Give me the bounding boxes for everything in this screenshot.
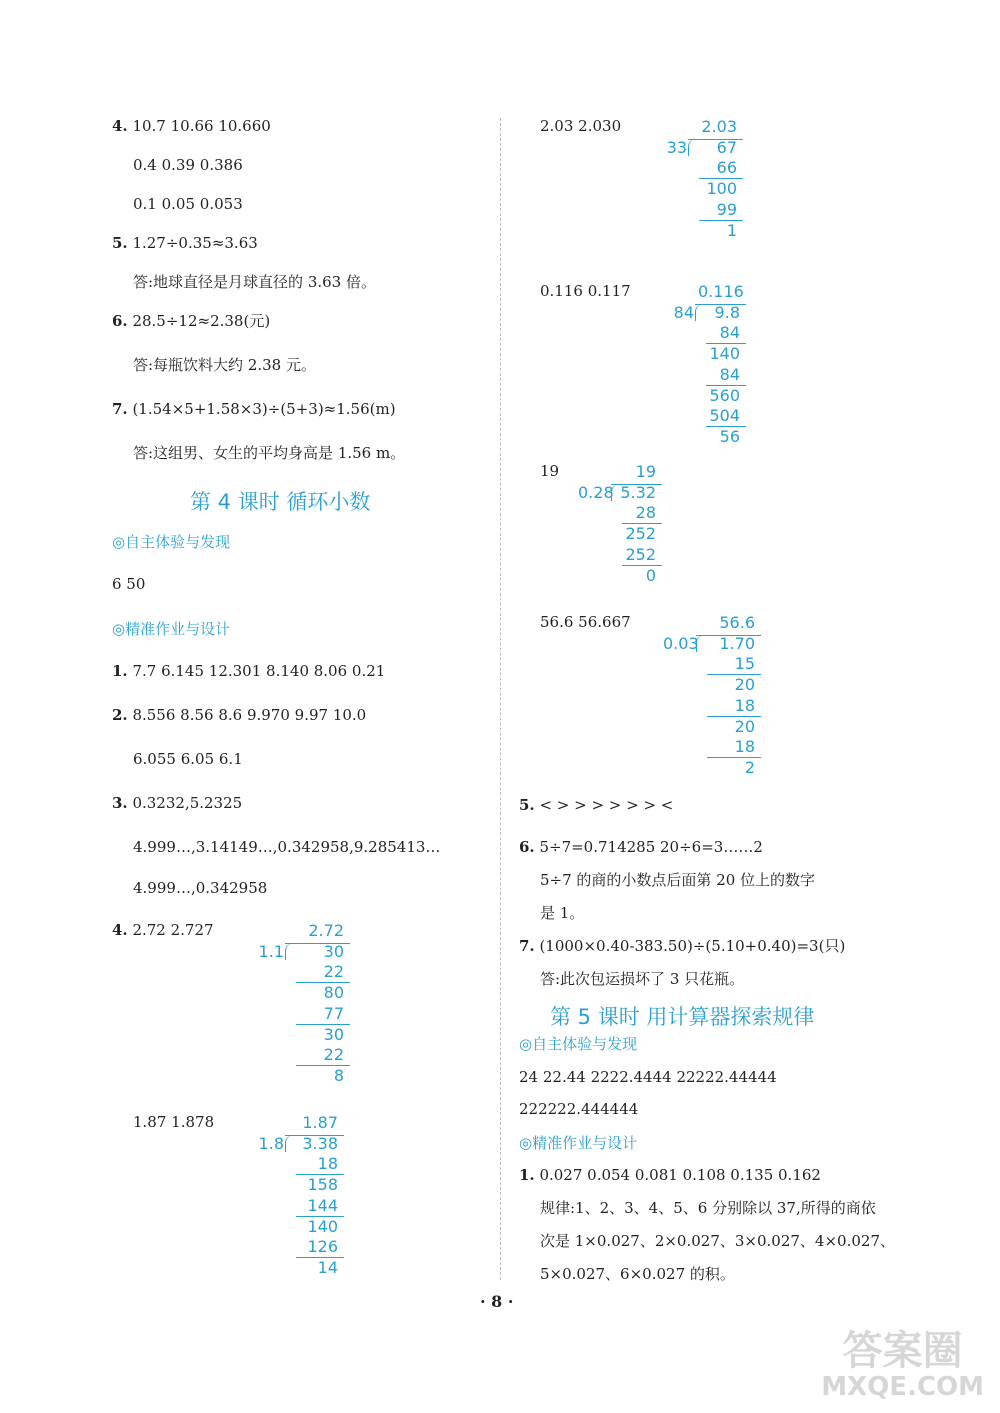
answer-text: 222222.444444 bbox=[519, 1100, 639, 1118]
left-line bbox=[112, 661, 385, 681]
dividend: 5.32 bbox=[620, 482, 656, 502]
watermark-logo: 答案圈 bbox=[842, 1328, 963, 1374]
work-row: 252 bbox=[625, 524, 656, 544]
answer-text: < > > > > > > < bbox=[539, 796, 674, 814]
section-precise-homework-2: ◎精准作业与设计 bbox=[519, 1134, 638, 1152]
section-precise-homework: ◎精准作业与设计 bbox=[112, 620, 231, 638]
work-row: 1 bbox=[726, 220, 737, 240]
answer-text: 7.7 6.145 12.301 8.140 8.06 0.21 bbox=[132, 662, 386, 680]
right-line bbox=[519, 1165, 821, 1185]
quotient: 19 bbox=[635, 462, 656, 481]
work-row: 2 bbox=[744, 757, 755, 777]
right-line bbox=[540, 1198, 876, 1218]
dividend: 1.70 bbox=[719, 633, 755, 653]
work-row: 158 bbox=[307, 1175, 338, 1195]
left-line bbox=[112, 311, 270, 331]
left-line bbox=[133, 837, 440, 857]
quotient: 0.116 bbox=[698, 282, 744, 301]
right-line bbox=[540, 1264, 735, 1284]
dividend: 67 bbox=[716, 137, 737, 157]
answer-text: 56.6 56.667 bbox=[540, 613, 631, 631]
answer-text: 24 22.44 2222.4444 22222.44444 bbox=[519, 1068, 777, 1086]
left-line bbox=[133, 155, 243, 175]
answer-text: 0.027 0.054 0.081 0.108 0.135 0.162 bbox=[539, 1166, 821, 1184]
right-line bbox=[540, 1231, 895, 1251]
right-line bbox=[519, 795, 673, 815]
work-row: 66 bbox=[716, 158, 737, 178]
left-line bbox=[112, 793, 242, 813]
right-line bbox=[519, 837, 763, 857]
left-line bbox=[133, 272, 376, 292]
divisor: 33 bbox=[666, 137, 687, 157]
answer-text: 答:此次包运损坏了 3 只花瓶。 bbox=[540, 970, 745, 988]
right-line bbox=[540, 116, 621, 136]
dividend: 3.38 bbox=[302, 1133, 338, 1153]
page-number: · 8 · bbox=[480, 1292, 514, 1311]
work-row: 99 bbox=[716, 199, 737, 219]
answer-text: 10.7 10.66 10.660 bbox=[132, 117, 271, 135]
left-line bbox=[133, 355, 316, 375]
answer-text: 6.055 6.05 6.1 bbox=[133, 750, 243, 768]
answer-text: 规律:1、2、3、4、5、6 分别除以 37,所得的商依 bbox=[540, 1199, 876, 1217]
answer-text: 0.3232,5.2325 bbox=[132, 794, 243, 812]
answer-text: 1.87 1.878 bbox=[133, 1113, 215, 1131]
question-number: 5. bbox=[519, 796, 535, 814]
work-row: 22 bbox=[323, 1045, 344, 1065]
work-row: 84 bbox=[719, 364, 740, 384]
work-row: 252 bbox=[625, 544, 656, 564]
question-number: 7. bbox=[112, 400, 128, 418]
work-row: 18 bbox=[317, 1154, 338, 1174]
right-line bbox=[540, 612, 631, 632]
left-line bbox=[133, 749, 243, 769]
work-row: 20 bbox=[734, 675, 755, 695]
left-line bbox=[112, 705, 366, 725]
divisor: 1.8 bbox=[258, 1133, 284, 1153]
work-row: 22 bbox=[323, 962, 344, 982]
work-row: 8 bbox=[333, 1065, 344, 1085]
work-row: 14 bbox=[317, 1257, 338, 1277]
work-row: 80 bbox=[323, 983, 344, 1003]
column-divider bbox=[500, 118, 501, 1280]
left-line bbox=[133, 1112, 214, 1132]
right-line bbox=[519, 1099, 638, 1119]
answer-text: (1000×0.40-383.50)÷(5.10+0.40)=3(只) bbox=[539, 937, 846, 955]
work-row: 20 bbox=[734, 716, 755, 736]
answer-text: 28.5÷12≈2.38(元) bbox=[132, 312, 271, 330]
work-row: 30 bbox=[323, 1024, 344, 1044]
work-row: 18 bbox=[734, 737, 755, 757]
answer-text: 5÷7=0.714285 20÷6=3……2 bbox=[539, 838, 763, 856]
work-row: 144 bbox=[307, 1195, 338, 1215]
left-line bbox=[133, 194, 243, 214]
section-self-experience-2: ◎自主体验与发现 bbox=[519, 1035, 638, 1053]
question-number: 5. bbox=[112, 234, 128, 252]
answer-text: 4.999…,3.14149…,0.342958,9.285413… bbox=[133, 838, 441, 856]
work-row: 100 bbox=[706, 179, 737, 199]
left-line bbox=[112, 920, 214, 940]
work-row: 15 bbox=[734, 654, 755, 674]
question-number: 7. bbox=[519, 937, 535, 955]
work-row: 504 bbox=[709, 406, 740, 426]
left-line bbox=[112, 574, 145, 594]
answer-text: 2.72 2.727 bbox=[132, 921, 214, 939]
divisor: 84 bbox=[673, 302, 694, 322]
quotient: 2.72 bbox=[308, 921, 344, 940]
answer-text: 1.27÷0.35≈3.63 bbox=[132, 234, 258, 252]
answer-text: 是 1。 bbox=[540, 904, 585, 922]
question-number: 3. bbox=[112, 794, 128, 812]
question-number: 1. bbox=[519, 1166, 535, 1184]
work-row: 77 bbox=[323, 1003, 344, 1023]
answer-text: 8.556 8.56 8.6 9.970 9.97 10.0 bbox=[132, 706, 367, 724]
question-number: 4. bbox=[112, 117, 128, 135]
answer-text: 答:这组男、女生的平均身高是 1.56 m。 bbox=[133, 444, 406, 462]
answer-text: 答:每瓶饮料大约 2.38 元。 bbox=[133, 356, 316, 374]
right-line bbox=[540, 903, 584, 923]
watermark bbox=[821, 1329, 984, 1401]
right-line bbox=[519, 936, 845, 956]
left-line bbox=[133, 878, 267, 898]
question-number: 2. bbox=[112, 706, 128, 724]
answer-text: 2.03 2.030 bbox=[540, 117, 622, 135]
divisor: 1.1 bbox=[258, 941, 284, 961]
right-line bbox=[540, 870, 815, 890]
divisor: 0.03 bbox=[663, 633, 699, 653]
right-line bbox=[540, 969, 744, 989]
answer-text: 次是 1×0.027、2×0.027、3×0.027、4×0.027、 bbox=[540, 1232, 895, 1250]
left-line bbox=[112, 116, 271, 136]
answer-text: 0.1 0.05 0.053 bbox=[133, 195, 243, 213]
answer-text: 5÷7 的商的小数点后面第 20 位上的数字 bbox=[540, 871, 816, 889]
question-number: 1. bbox=[112, 662, 128, 680]
dividend: 30 bbox=[323, 941, 344, 961]
work-row: 18 bbox=[734, 695, 755, 715]
work-row: 0 bbox=[645, 565, 656, 585]
answer-text: 19 bbox=[540, 462, 560, 480]
left-line bbox=[112, 233, 258, 253]
quotient: 2.03 bbox=[701, 117, 737, 136]
left-line bbox=[133, 443, 405, 463]
work-row: 140 bbox=[307, 1216, 338, 1236]
watermark-url: MXQE.COM bbox=[821, 1372, 984, 1402]
work-row: 28 bbox=[635, 503, 656, 523]
dividend: 9.8 bbox=[714, 302, 740, 322]
answer-text: 5×0.027、6×0.027 的积。 bbox=[540, 1265, 735, 1283]
work-row: 56 bbox=[719, 426, 740, 446]
question-number: 6. bbox=[112, 312, 128, 330]
quotient: 56.6 bbox=[719, 613, 755, 632]
work-row: 140 bbox=[709, 344, 740, 364]
divisor: 0.28 bbox=[578, 482, 614, 502]
lesson-5-title: 第 5 课时 用计算器探索规律 bbox=[550, 1005, 815, 1029]
answer-text: (1.54×5+1.58×3)÷(5+3)≈1.56(m) bbox=[132, 400, 396, 418]
left-line bbox=[112, 399, 396, 419]
answer-text: 0.116 0.117 bbox=[540, 282, 631, 300]
answer-text: 0.4 0.39 0.386 bbox=[133, 156, 243, 174]
question-number: 4. bbox=[112, 921, 128, 939]
work-row: 560 bbox=[709, 385, 740, 405]
question-number: 6. bbox=[519, 838, 535, 856]
work-row: 84 bbox=[719, 323, 740, 343]
answer-text: 6 50 bbox=[112, 575, 146, 593]
section-self-experience: ◎自主体验与发现 bbox=[112, 533, 231, 551]
quotient: 1.87 bbox=[302, 1113, 338, 1132]
lesson-4-title: 第 4 课时 循环小数 bbox=[190, 490, 371, 514]
work-row: 126 bbox=[307, 1237, 338, 1257]
right-line bbox=[540, 461, 559, 481]
right-line bbox=[540, 281, 631, 301]
answer-text: 答:地球直径是月球直径的 3.63 倍。 bbox=[133, 273, 376, 291]
right-line bbox=[519, 1067, 777, 1087]
answer-text: 4.999…,0.342958 bbox=[133, 879, 268, 897]
